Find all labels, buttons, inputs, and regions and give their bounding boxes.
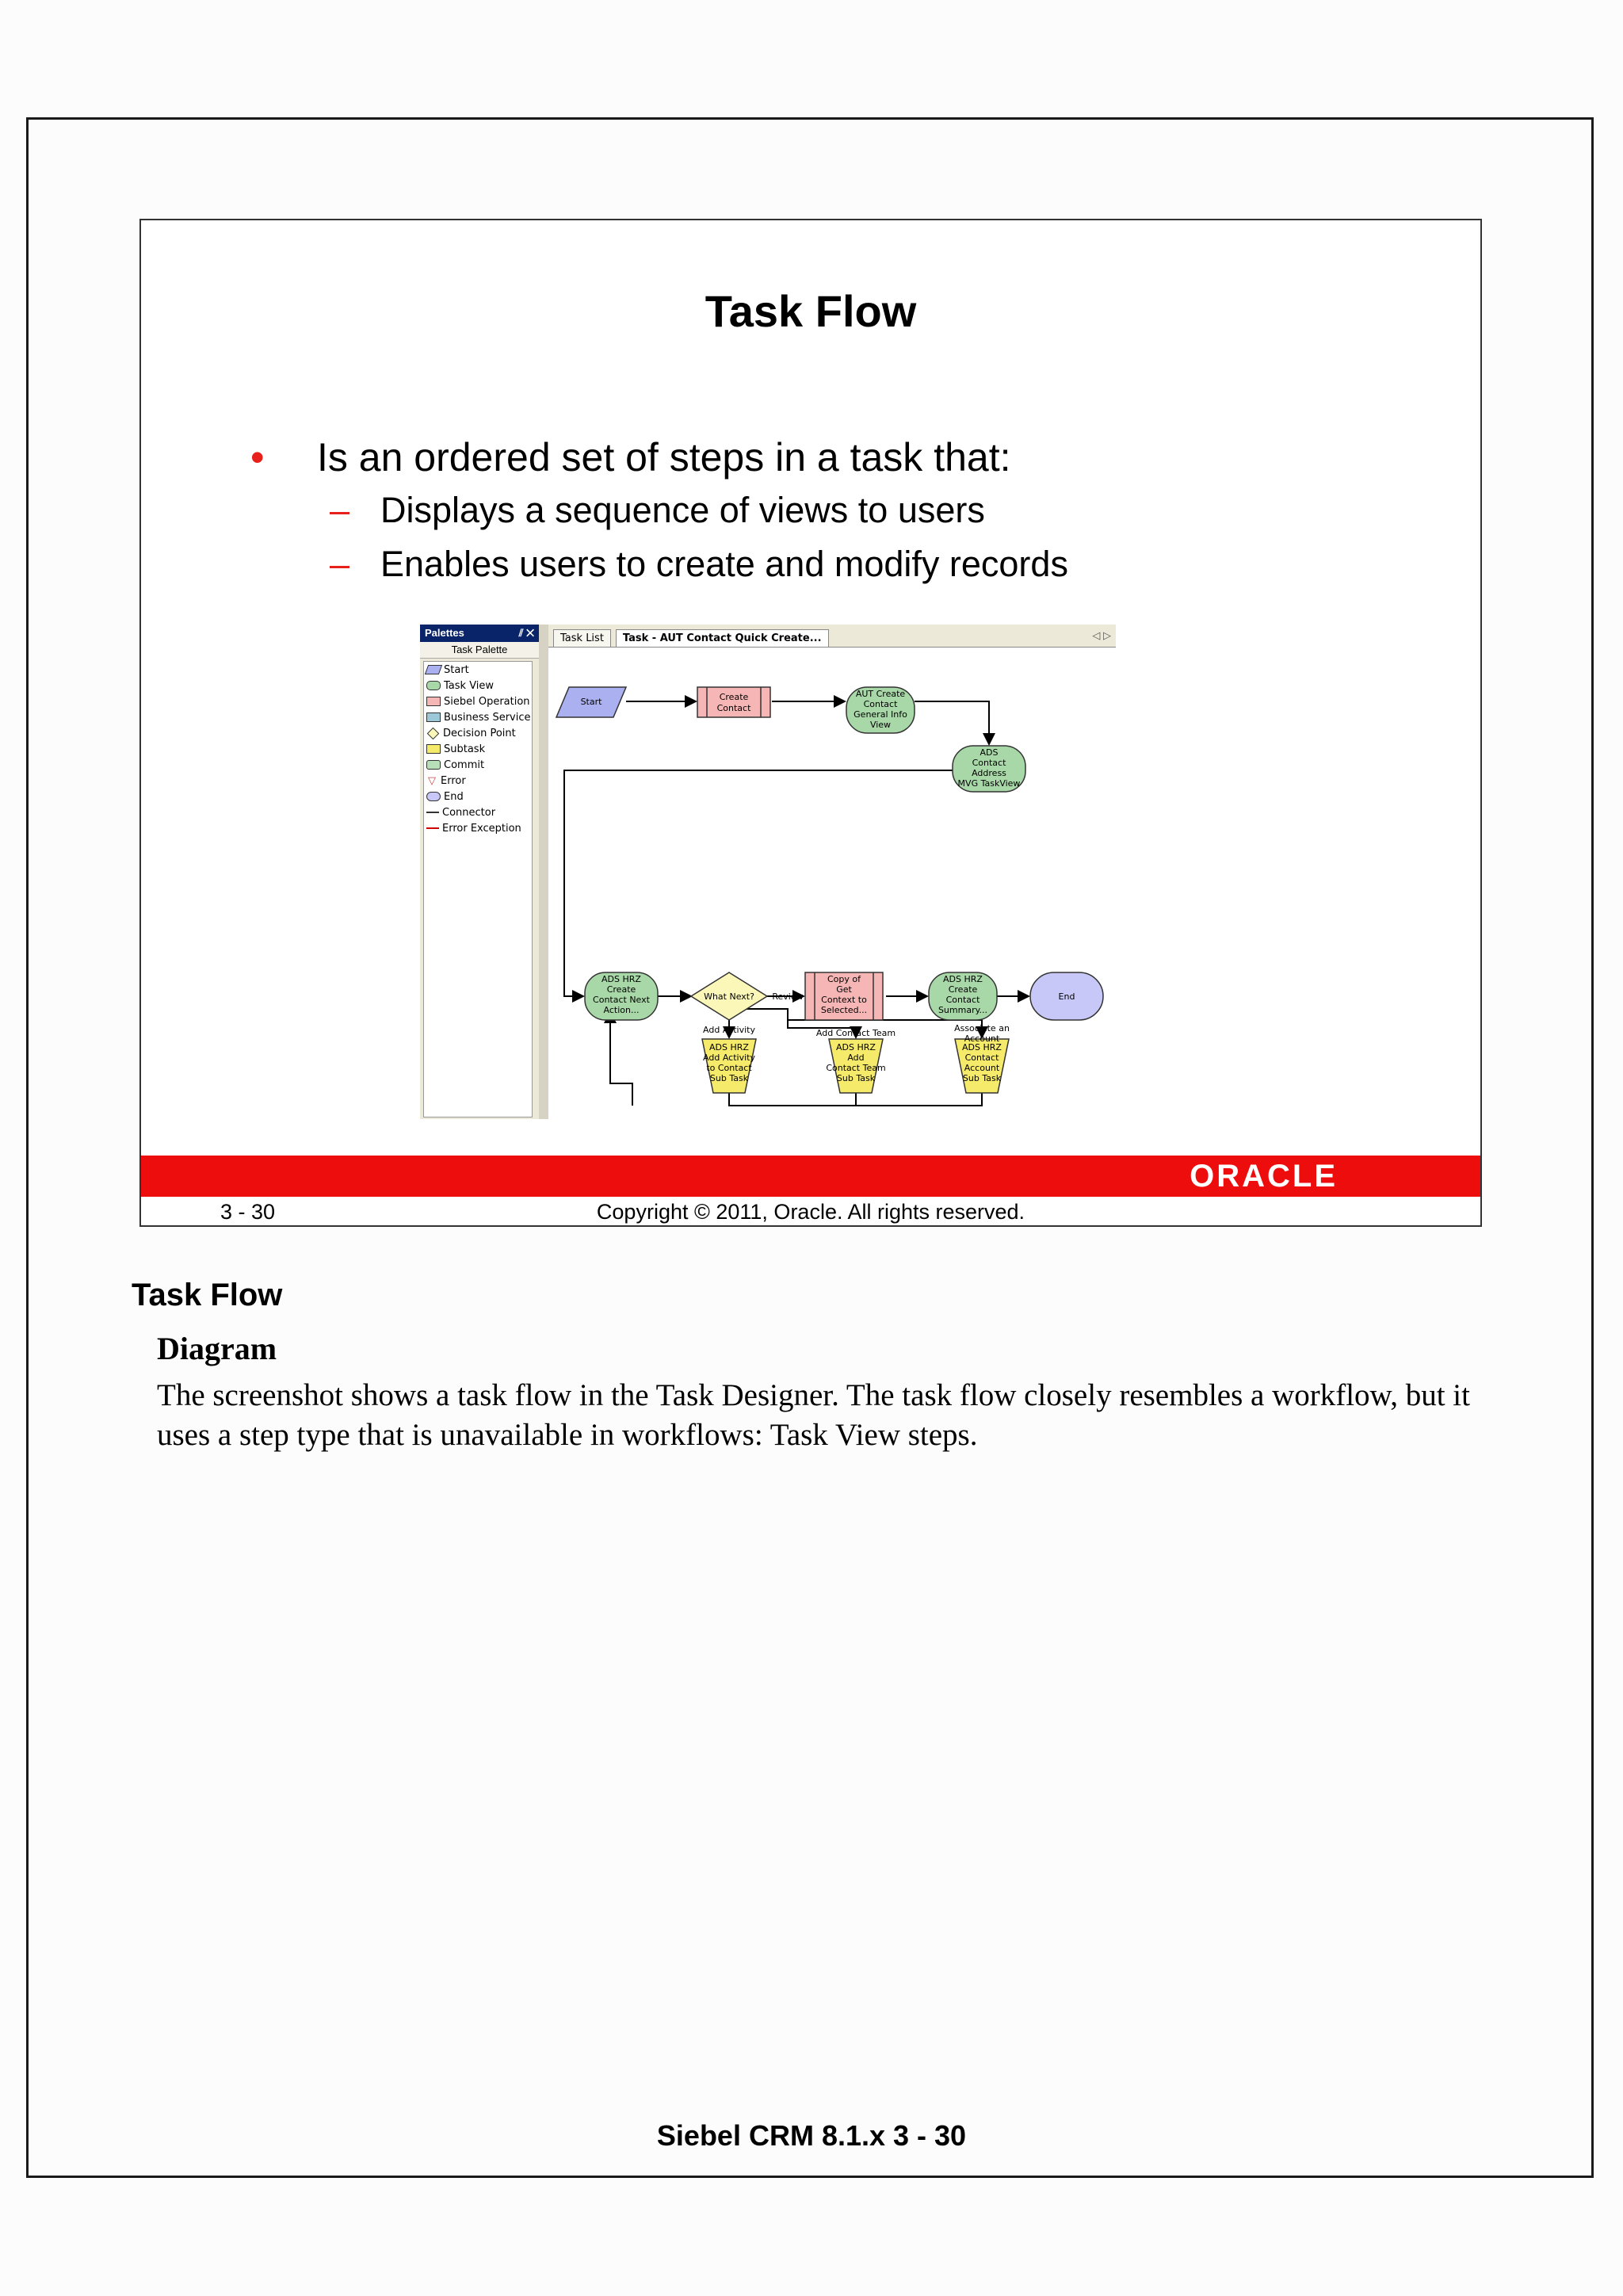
palette-item-label: Connector	[442, 806, 496, 819]
slide-number: 3 - 30	[220, 1200, 276, 1224]
oracle-logo: ORACLE	[1190, 1159, 1338, 1194]
end-icon	[426, 792, 441, 801]
palette-item-label: Start	[444, 663, 469, 676]
node-label: ADS HRZ	[943, 974, 983, 984]
node-label: Sub Task	[962, 1073, 1002, 1083]
palette-item-label: End	[444, 790, 464, 803]
connector-label: Review	[772, 991, 804, 1002]
node-label: Contact Team	[826, 1063, 886, 1073]
palette-item-connector[interactable]	[424, 804, 532, 820]
siebel-operation-icon	[426, 697, 441, 706]
node-label: ADS HRZ	[836, 1042, 876, 1052]
palette-item-commit[interactable]	[424, 757, 532, 773]
notes-heading: Task Flow	[132, 1278, 283, 1312]
tab-scroll-icon[interactable]: ◁ ▷	[1092, 629, 1111, 641]
palette-item-business-service[interactable]	[424, 709, 532, 725]
palette-list	[423, 661, 533, 1117]
node-label: Add Activity	[703, 1052, 755, 1063]
commit-icon	[426, 760, 441, 770]
node-label: Summary...	[938, 1005, 988, 1015]
palette-item-label: Error	[441, 774, 466, 787]
node-label: End	[1058, 991, 1075, 1002]
node-label: Contact	[972, 758, 1006, 768]
node-label: Action...	[603, 1005, 640, 1015]
connector-label: Account	[964, 1033, 1000, 1044]
bullet-text: Is an ordered set of steps in a task that:	[317, 435, 1011, 479]
palette-item-subtask[interactable]	[424, 741, 532, 757]
connector-label: Add Activity	[703, 1025, 755, 1035]
node-label: Address	[972, 768, 1006, 778]
node-label: AUT Create	[855, 689, 906, 699]
node-label: Start	[580, 697, 602, 707]
node-label: ADS	[980, 747, 999, 758]
tab-task-list[interactable]: Task List	[553, 629, 611, 647]
dash-icon: –	[330, 544, 350, 584]
palette-item-label: Error Exception	[442, 822, 521, 835]
page-footer: Siebel CRM 8.1.x 3 - 30	[656, 2119, 967, 2152]
decision-point-icon	[427, 727, 440, 739]
node-label: to Contact	[706, 1063, 752, 1073]
node-label: Sub Task	[709, 1073, 749, 1083]
node-label: Context to	[821, 995, 867, 1005]
dash-icon: –	[330, 490, 350, 530]
copyright-text: Copyright © 2011, Oracle. All rights reserved.	[596, 1200, 1025, 1224]
slide-title: Task Flow	[705, 286, 917, 336]
slide-footer	[141, 1197, 1480, 1227]
palette-item-task-view[interactable]	[424, 678, 532, 693]
node-label: ADS HRZ	[601, 974, 641, 984]
node-label: Contact Next	[593, 995, 650, 1005]
task-flow-canvas[interactable]	[548, 648, 1116, 1119]
node-label: Create	[948, 984, 978, 995]
sub-bullet-item	[330, 490, 985, 531]
node-label: ADS HRZ	[709, 1042, 749, 1052]
node-label: ADS HRZ	[962, 1042, 1002, 1052]
node-label: Sub Task	[836, 1073, 876, 1083]
connector-label: Associate an	[954, 1023, 1010, 1033]
palette-item-error[interactable]	[424, 773, 532, 789]
business-service-icon	[426, 712, 441, 722]
node-label: Contact	[964, 1052, 999, 1063]
palette-pin-close-icon[interactable]: ⫽ ✕	[518, 627, 534, 639]
node-label: General Info	[854, 709, 907, 720]
palette-item-label: Commit	[444, 758, 485, 771]
palette-item-end[interactable]	[424, 789, 532, 804]
palette-item-start[interactable]	[424, 662, 532, 678]
error-exception-icon	[426, 827, 439, 829]
node-label: Create	[719, 692, 749, 702]
slide	[139, 219, 1482, 1227]
node-label: Contact	[945, 995, 980, 1005]
palette-item-label: Business Service	[444, 711, 531, 724]
sub-bullet-text: Enables users to create and modify records	[380, 544, 1068, 584]
palette-item-siebel-operation[interactable]	[424, 693, 532, 709]
sub-bullet-text: Displays a sequence of views to users	[380, 490, 985, 530]
notes-subheading: Diagram	[157, 1331, 277, 1366]
connector-label: Add Contact Team	[815, 1028, 896, 1038]
node-label: MVG TaskView	[957, 778, 1021, 789]
task-designer-screenshot	[420, 625, 1116, 1119]
palette-header	[420, 625, 539, 642]
tab-task-designer[interactable]: Task - AUT Contact Quick Create...	[616, 629, 829, 647]
connector-arrow[interactable]	[915, 701, 989, 744]
connector-arrow[interactable]	[564, 770, 989, 996]
bullet-dot-icon: •	[250, 435, 265, 479]
brand-band	[141, 1156, 1480, 1197]
node-label: View	[869, 720, 892, 730]
panel-splitter[interactable]	[539, 625, 548, 1119]
palette-item-label: Task View	[444, 679, 495, 692]
node-label: Copy of	[827, 974, 861, 984]
editor-tab-strip	[548, 625, 1116, 648]
palette-item-label: Decision Point	[443, 727, 516, 739]
task-view-icon	[426, 681, 441, 690]
node-label: Create	[606, 984, 636, 995]
sub-bullet-item	[330, 544, 1068, 585]
connector-arrow[interactable]	[610, 1012, 632, 1106]
error-icon: ▽	[428, 774, 436, 787]
node-label: Selected...	[820, 1005, 868, 1015]
node-label: Get	[836, 984, 852, 995]
palette-item-decision-point[interactable]	[424, 725, 532, 741]
palette-item-label: Siebel Operation	[444, 695, 530, 708]
node-label: Add	[847, 1052, 865, 1063]
palette-item-error-exception[interactable]	[424, 820, 532, 836]
palette-subheader: Task Palette	[420, 642, 539, 659]
notes-body: The screenshot shows a task flow in the Task Designer. The task flow closely resembles a workflow, but it uses a step type that is unavailable in workflows: Task View steps.	[157, 1378, 1470, 1452]
node-label: Account	[964, 1063, 1000, 1073]
connector-icon	[426, 812, 439, 813]
start-icon	[425, 665, 442, 674]
palette-title: Palettes	[425, 627, 464, 639]
node-label: Contact	[716, 703, 751, 713]
subtask-icon	[426, 744, 441, 754]
node-label: What Next?	[704, 991, 754, 1002]
node-label: Contact	[863, 699, 898, 709]
palette-item-label: Subtask	[444, 743, 486, 755]
task-flow-diagram	[548, 648, 1116, 1119]
bullet-item	[250, 434, 1011, 480]
palette-panel	[420, 625, 540, 1119]
